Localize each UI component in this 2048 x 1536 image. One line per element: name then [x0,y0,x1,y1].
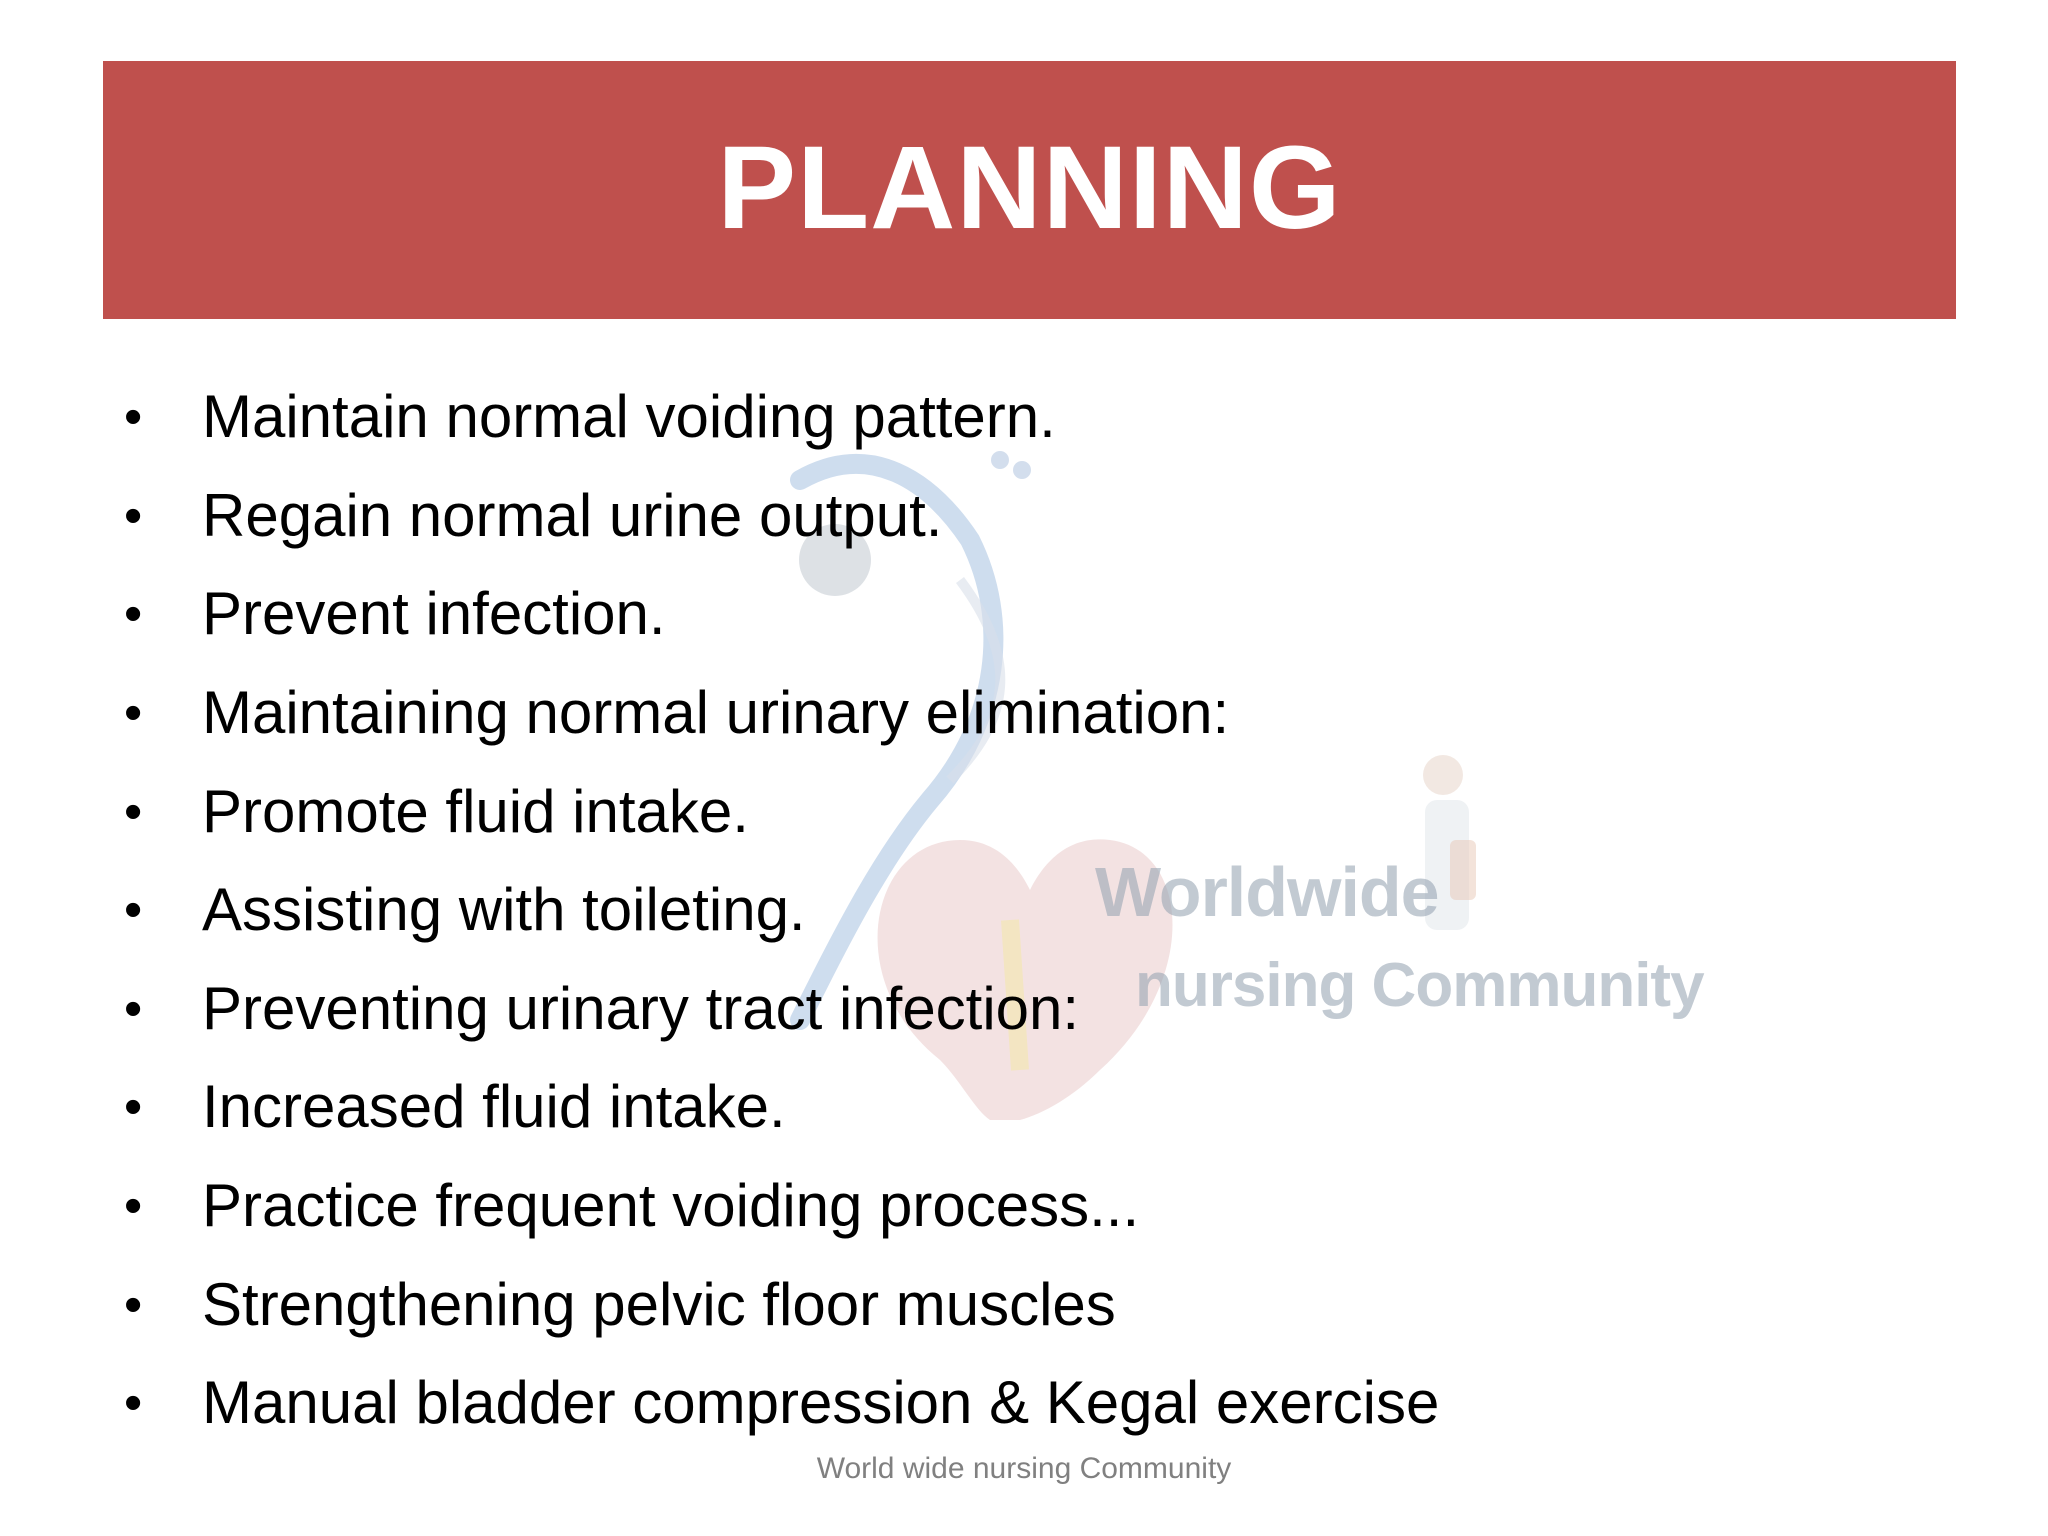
bullet-text: Increased fluid intake. [202,1073,786,1141]
bullet-text: Prevent infection. [202,580,666,648]
bullet-icon: • [124,585,143,644]
figure-item [1450,840,1476,900]
bullet-text: Assisting with toileting. [202,876,806,944]
slide-footer: World wide nursing Community [816,1452,1232,1485]
bullet-icon: • [124,979,143,1038]
list-item [120,664,1439,763]
bullet-icon: • [124,1275,143,1334]
list-item [120,368,1439,467]
bullet-icon: • [124,1374,143,1433]
list-item [120,467,1439,566]
title-banner [103,61,1956,319]
bullet-icon: • [124,486,143,545]
list-item [120,565,1439,664]
bullet-icon: • [124,388,143,447]
bullet-icon: • [124,1078,143,1137]
slide-title: PLANNING [717,122,1342,254]
list-item [120,861,1439,960]
bullet-text: Regain normal urine output. [202,481,943,549]
list-item [120,1354,1439,1453]
bullet-text: Manual bladder compression & Kegal exercise [202,1369,1440,1437]
watermark-text-line1: Worldwide [1095,853,1439,931]
bullet-icon: • [124,782,143,841]
list-item [120,1058,1439,1157]
watermark-text-line2: nursing Community [1135,951,1704,1020]
bullet-text: Promote fluid intake. [202,777,749,845]
bullet-text: Maintaining normal urinary elimination: [202,679,1230,747]
list-item [120,1255,1439,1354]
bullet-text: Strengthening pelvic floor muscles [202,1270,1116,1338]
bullet-text: Practice frequent voiding process... [202,1172,1140,1240]
bullet-text: Preventing urinary tract infection: [202,974,1080,1042]
bullet-text: Maintain normal voiding pattern. [202,383,1056,451]
bullet-icon: • [124,881,143,940]
bullet-icon: • [124,1177,143,1236]
list-item [120,1157,1439,1256]
list-item [120,762,1439,861]
bullet-list [120,368,1439,1453]
list-item [120,960,1439,1059]
bullet-icon: • [124,684,143,743]
